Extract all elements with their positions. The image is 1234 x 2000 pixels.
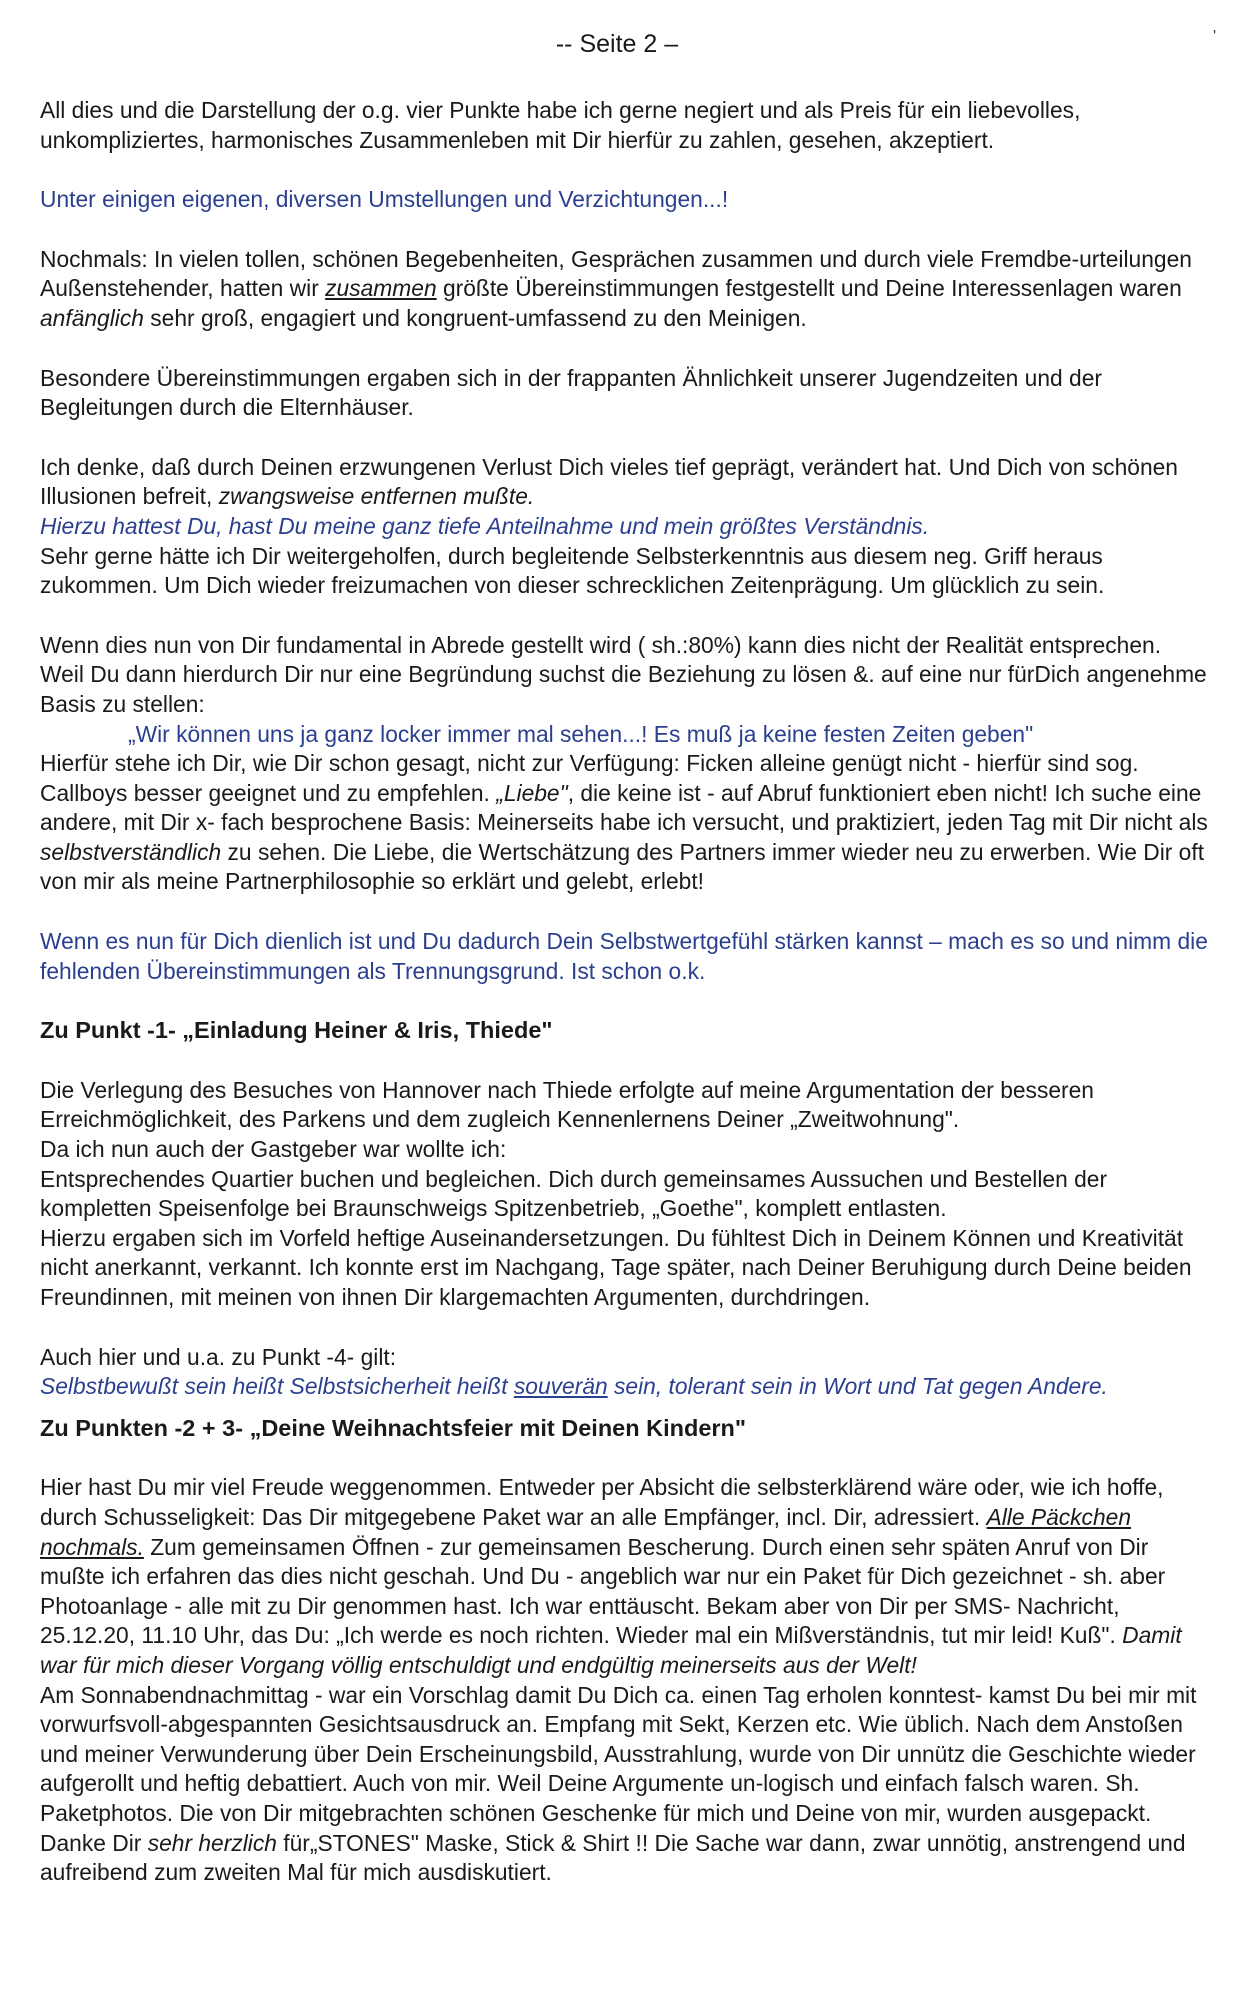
emphasis-zusammen: zusammen: [325, 275, 437, 302]
paragraph-5-text-a: Ich denke, daß durch Deinen erzwungenen Verlust Dich vieles tief geprägt, verändert hat. Und Dich von schönen Illusionen befreit,: [40, 453, 1178, 510]
document-body: [40, 96, 1210, 1888]
paragraph-6-text-e: , die keine ist - auf Abruf funktioniert eben nicht! Ich suche eine andere, mit Dir x- fach besprochene Basis: Meinerseits habe ich versucht, und praktiziert, jeden Tag mit Dir nicht als: [40, 779, 1208, 836]
paragraph-9-text-d: sein, tolerant sein in Wort und Tat gegen Andere.: [607, 1373, 1108, 1400]
paragraph-1: All dies und die Darstellung der o.g. vier Punkte habe ich gerne negiert und als Preis für ein liebevolles, unkompliziertes, harmonisches Zusammenleben mit Dir hierfür zu zahlen, gesehen, akzeptiert.: [40, 97, 1081, 153]
paragraph-6-c: [40, 749, 1210, 897]
paragraph-2: Unter einigen eigenen, diversen Umstellungen und Verzichtungen...!: [40, 186, 729, 213]
emphasis-damit-war: Damit war für mich dieser Vorgang völlig entschuldigt und endgültig meinerseits aus der Welt!: [40, 1622, 1182, 1678]
paragraph-8-a: Die Verlegung des Besuches von Hannover nach Thiede erfolgte auf meine Argumentation der besseren Erreichmöglichkeit, des Parkens und dem zugleich Kennenlernens Deiner „Zweitwohnung".: [40, 1076, 1094, 1133]
quote: „Wir können uns ja ganz locker immer mal sehen...! Es muß ja keine festen Zeiten geben": [128, 720, 1034, 747]
paragraph-5-text-d: Sehr gerne hätte ich Dir weitergeholfen, durch begleitende Selbsterkenntnis aus diesem neg. Griff heraus zukommen. Um Dich wieder freizumachen von dieser schrecklichen Zeitenprägung. Um glücklich zu sein.: [40, 542, 1105, 599]
emphasis-anfaenglich: anfänglich: [40, 304, 144, 331]
emphasis-liebe: „Liebe": [496, 779, 568, 806]
paragraph-5-italic: Hierzu hattest Du, hast Du meine ganz tiefe Anteilnahme und mein größtes Verständnis.: [40, 512, 930, 539]
paragraph-3-text-c: größte Übereinstimmungen festgestellt und Deine Interessenlagen waren: [436, 275, 1182, 302]
paragraph-3: [40, 245, 1210, 334]
corner-mark: ': [1212, 28, 1216, 45]
section-heading-2: Zu Punkten -2 + 3- „Deine Weihnachtsfeier mit Deinen Kindern": [40, 1414, 747, 1441]
paragraph-7: Wenn es nun für Dich dienlich ist und Du dadurch Dein Selbstwertgefühl stärken kannst – mach es so und nimm die fehlenden Übereinstimmungen als Trennungsgrund. Ist schon o.k.: [40, 928, 1208, 984]
emphasis-sehr-herzlich: sehr herzlich: [147, 1829, 277, 1856]
paragraph-11-text-g: für„STONES" Maske, Stick & Shirt !! Die Sache war dann, zwar unnötig, anstrengend und aufreibend zum zweiten Mal für mich ausdiskutiert.: [40, 1829, 1186, 1886]
paragraph-11: [40, 1681, 1210, 1888]
paragraph-6-b: Weil Du dann hierdurch Dir nur eine Begründung suchst die Beziehung zu lösen &. auf eine nur fürDich angenehme Basis zu stellen:: [40, 661, 1207, 717]
paragraph-10: [40, 1473, 1210, 1680]
emphasis-zwangsweise: zwangsweise entfernen mußte.: [218, 483, 535, 510]
emphasis-souveraen: souverän: [513, 1373, 608, 1400]
paragraph-5: [40, 453, 1210, 512]
paragraph-9-b: [40, 1372, 1210, 1402]
paragraph-11-text-e: Am Sonnabendnachmittag - war ein Vorschlag damit Du Dich ca. einen Tag erholen konntest- kamst Du bei mir mit vorwurfsvoll-abgespannten Gesichtsausdruck an. Empfang mit Sekt, Kerzen etc. Wie üblich. Nach dem Anstoßen und meiner Verwunderung über Dein Erscheinungsbild, Ausstrahlung, wurde von Dir unnütz die Geschichte wieder aufgerollt und heftig debattiert. Auch von mir. Weil Deine Argumente un-logisch und einfach falsch waren. Sh. Paketphotos. Die von Dir mitgebrachten schönen Geschenke für mich und Deine von mir, wurden ausgepackt. Danke Dir: [40, 1681, 1197, 1856]
paragraph-6-text-c: Hierfür stehe ich Dir, wie Dir schon gesagt, nicht zur Verfügung: Ficken alleine genügt nicht - hierfür sind sog. Callboys besser geeignet und zu empfehlen.: [40, 750, 1139, 806]
paragraph-4: Besondere Übereinstimmungen ergaben sich in der frappanten Ähnlichkeit unserer Jugendzeiten und der Begleitungen durch die Elternhäuser.: [40, 364, 1102, 421]
paragraph-9-text-b: Selbstbewußt sein heißt Selbstsicherheit heißt: [40, 1373, 514, 1400]
paragraph-3-text-a: Nochmals: In vielen tollen, schönen Begebenheiten, Gesprächen zusammen und durch viele Fremdbe-urteilungen Außenstehender, hatten wir: [40, 245, 1192, 302]
paragraph-8-c: Entsprechendes Quartier buchen und begleichen. Dich durch gemeinsames Aussuchen und Bestellen der kompletten Speisenfolge bei Braunschweigs Spitzenbetrieb, „Goethe", komplett entlasten.: [40, 1165, 1108, 1222]
paragraph-3-text-e: sehr groß, engagiert und kongruent-umfassend zu den Meinigen.: [143, 304, 807, 331]
paragraph-8-d: Hierzu ergaben sich im Vorfeld heftige Auseinandersetzungen. Du fühltest Dich in Deinem Können und Kreativität nicht anerkannt, verkannt. Ich konnte erst im Nachgang, Tage später, nach Deiner Beruhigung durch Deine beiden Freundinnen, mit meinen von ihnen Dir klargemachten Argumenten, durchdringen.: [40, 1224, 1192, 1310]
paragraph-10-text-c: Zum gemeinsamen Öffnen - zur gemeinsamen Bescherung. Durch einen sehr späten Anruf von Dir mußte ich erfahren das dies nicht geschah. Und Du - angeblich war nur ein Paket für Dich gezeichnet - sh. aber Photoanlage - alle mit zu Dir genommen hast. Ich war enttäuscht. Bekam aber von Dir per SMS- Nachricht, 25.12.20, 11.10 Uhr, das Du: „Ich werde es noch richten. Wieder mal ein Mißverständnis, tut mir leid! Kuß".: [40, 1533, 1166, 1649]
paragraph-6-text-g: zu sehen. Die Liebe, die Wertschätzung des Partners immer wieder neu zu erwerben. Wie Dir oft von mir als meine Partnerphilosophie so erklärt und gelebt, erlebt!: [40, 838, 1205, 895]
paragraph-9-a: Auch hier und u.a. zu Punkt -4- gilt:: [40, 1343, 397, 1370]
section-heading-1: Zu Punkt -1- „Einladung Heiner & Iris, Thiede": [40, 1017, 553, 1044]
emphasis-selbstverstaendlich: selbstverständlich: [40, 838, 222, 865]
emphasis-alle-paeckchen: Alle Päckchen nochmals.: [40, 1503, 1131, 1560]
paragraph-10-text-a: Hier hast Du mir viel Freude weggenommen. Entweder per Absicht die selbsterklärend wäre oder, wie ich hoffe, durch Schusseligkeit: Das Dir mitgegebene Paket war an alle Empfänger, incl. Dir, adressiert.: [40, 1474, 1164, 1530]
paragraph-6-a: Wenn dies nun von Dir fundamental in Abrede gestellt wird ( sh.:80%) kann dies nicht der Realität entsprechen.: [40, 631, 1162, 658]
page-number-header: -- Seite 2 –: [555, 30, 679, 58]
paragraph-8-b: Da ich nun auch der Gastgeber war wollte ich:: [40, 1136, 507, 1163]
